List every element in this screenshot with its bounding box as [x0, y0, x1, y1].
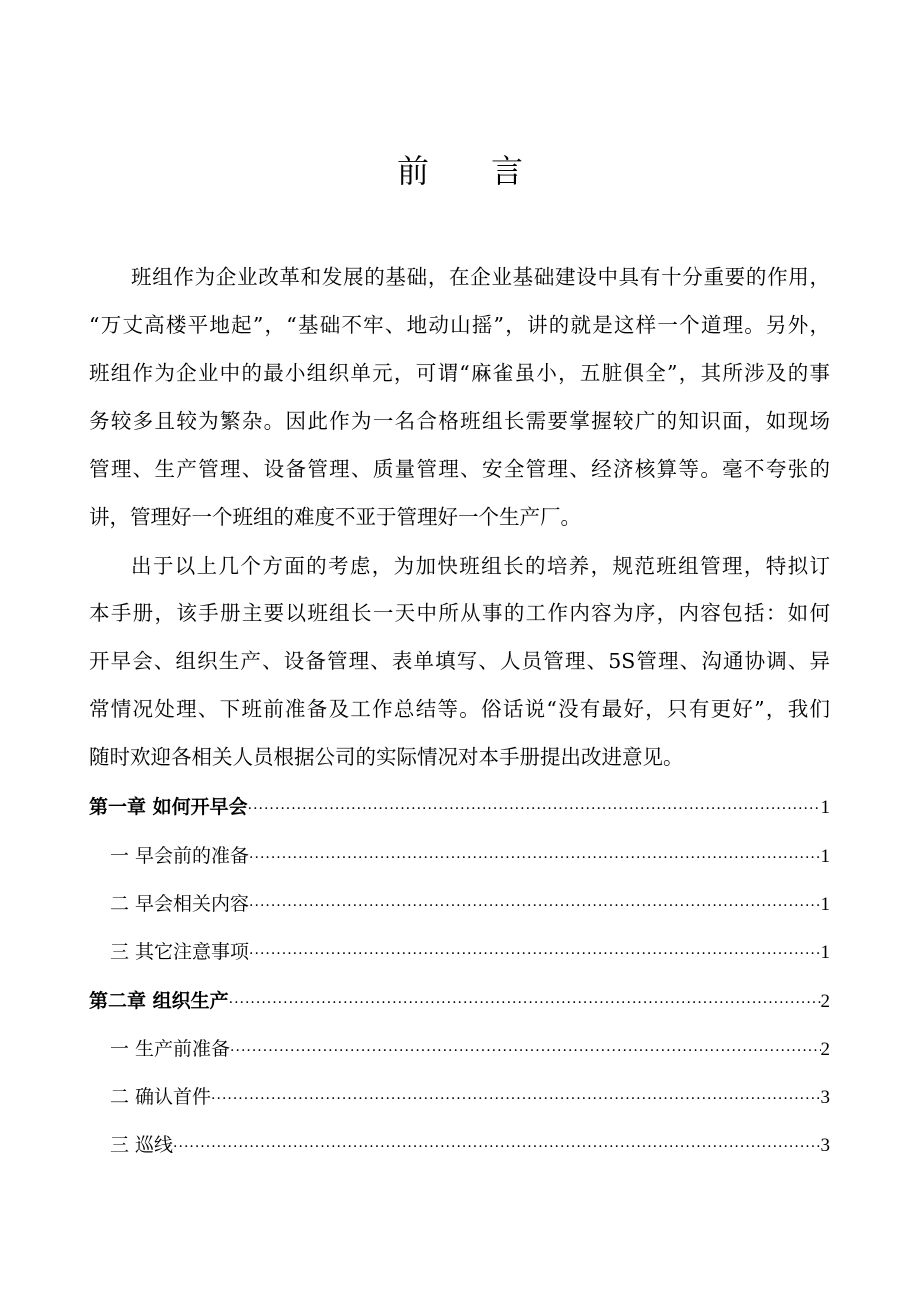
dot-leader	[249, 843, 820, 873]
toc-label: 第二章 组织生产	[89, 990, 229, 1012]
toc-label: 二 早会相关内容	[110, 893, 250, 915]
toc-page: 3	[820, 1087, 830, 1108]
text-line: 开早会、组织生产、设备管理、表单填写、人员管理、5S管理、沟通协调、异	[89, 649, 830, 673]
dot-leader	[249, 891, 820, 921]
toc-entry[interactable]	[89, 986, 830, 1018]
text-line: 班组作为企业中的最小组织单元，可谓“麻雀虽小，五脏俱全”，其所涉及的事	[89, 361, 830, 385]
text-line: 班组作为企业改革和发展的基础，在企业基础建设中具有十分重要的作用，	[131, 265, 830, 289]
toc-label: 三 巡线	[110, 1134, 174, 1156]
toc-label: 二 确认首件	[110, 1086, 212, 1108]
toc-page: 2	[820, 1039, 830, 1060]
text-line: 出于以上几个方面的考虑，为加快班组长的培养，规范班组管理，特拟订	[131, 554, 830, 578]
toc-label: 一 早会前的准备	[110, 845, 250, 867]
toc-entry[interactable]	[110, 1130, 830, 1162]
toc-page: 3	[820, 1135, 830, 1156]
dot-leader	[249, 939, 820, 969]
toc-entry[interactable]	[110, 889, 830, 921]
text-line: 本手册，该手册主要以班组长一天中所从事的工作内容为序，内容包括：如何	[89, 601, 830, 625]
text-line: “万丈高楼平地起”，“基础不牢、地动山摇”，讲的就是这样一个道理。另外，	[89, 313, 830, 337]
toc-label: 一 生产前准备	[110, 1038, 231, 1060]
dot-leader	[229, 988, 821, 1018]
toc-entry[interactable]	[110, 841, 830, 873]
toc-page: 1	[820, 846, 830, 867]
toc-page: 2	[820, 991, 830, 1012]
page-title: 前言	[396, 152, 585, 190]
text-line: 常情况处理、下班前准备及工作总结等。俗话说“没有最好，只有更好”，我们	[89, 697, 830, 721]
toc-entry[interactable]	[110, 1034, 830, 1066]
dot-leader	[173, 1132, 820, 1162]
toc-entry[interactable]	[110, 1082, 830, 1114]
toc-entry[interactable]	[89, 792, 830, 824]
toc-label: 第一章 如何开早会	[89, 796, 248, 818]
toc-page: 1	[820, 894, 830, 915]
text-line: 随时欢迎各相关人员根据公司的实际情况对本手册提出改进意见。	[89, 745, 684, 769]
dot-leader	[230, 1036, 820, 1066]
text-line: 管理、生产管理、设备管理、质量管理、安全管理、经济核算等。毫不夸张的	[89, 457, 830, 481]
text-line: 讲，管理好一个班组的难度不亚于管理好一个生产厂。	[89, 505, 581, 529]
toc-label: 三 其它注意事项	[110, 941, 250, 963]
toc-page: 1	[820, 942, 830, 963]
toc-page: 1	[820, 797, 830, 818]
dot-leader	[211, 1084, 820, 1114]
toc-entry[interactable]	[110, 937, 830, 969]
dot-leader	[248, 794, 821, 824]
text-line: 务较多且较为繁杂。因此作为一名合格班组长需要掌握较广的知识面，如现场	[89, 409, 830, 433]
